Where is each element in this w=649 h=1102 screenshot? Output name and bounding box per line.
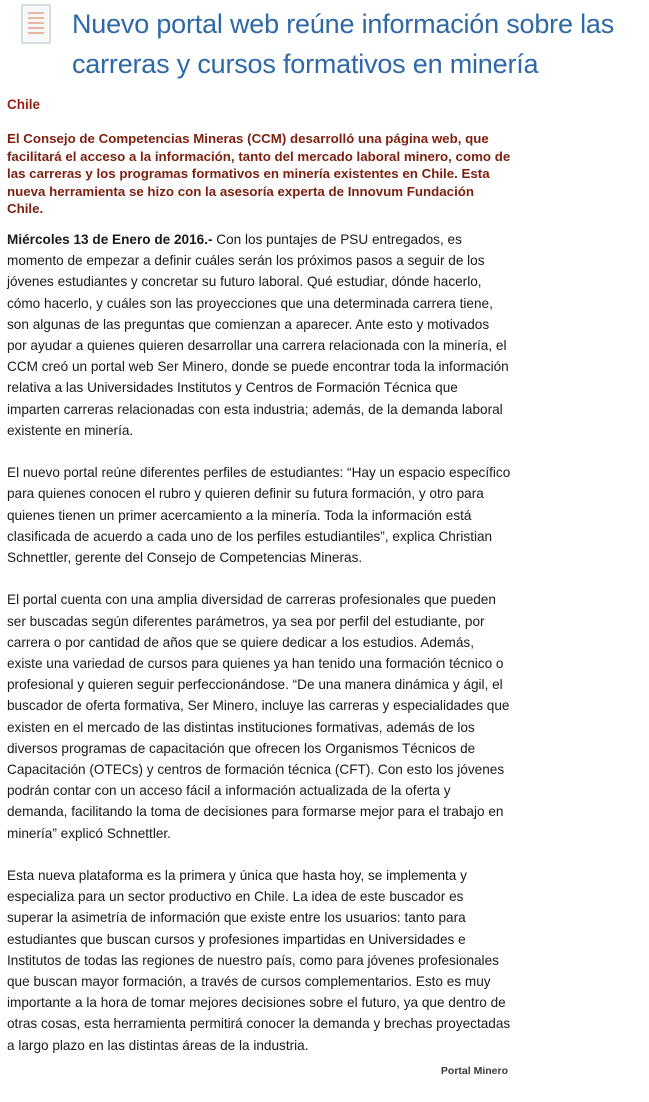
page-title: Nuevo portal web reúne información sobre las carreras y cursos formativos en minería — [72, 9, 614, 79]
document-icon — [21, 4, 51, 44]
source-signature: Portal Minero — [440, 1065, 508, 1077]
article-body — [7, 229, 512, 1077]
paragraph-1 — [7, 229, 512, 441]
paragraph-1-text: Con los puntajes de PSU entregados, es momento de empezar a definir cuáles serán los próximos pasos a seguir de los jóvenes estudiantes y concretar su futuro laboral. Qué estudiar, dónde hacerlo, cómo hacerlo, y cuáles son las proyecciones que una determinada carrera tiene, son algunas de las preguntas que comienzan a aparecer. Ante esto y motivados por ayudar a quienes quieren desarrollar una carrera relacionada con la minería, el CCM creó un portal web Ser Minero, donde se puede encontrar toda la información relativa a las Universidades Institutos y Centros de Formación Técnica que imparten carreras relacionadas con esta industria; además, de la demanda laboral existente en minería. — [7, 232, 509, 438]
paragraph-2: El nuevo portal reúne diferentes perfiles de estudiantes: “Hay un espacio específico para quienes conocen el rubro y quieren definir su futura formación, y otro para quienes tienen un primer acercamiento a la minería. Toda la información está clasificada de acuerdo a cada uno de los perfiles estudiantiles”, explica Christian Schnettler, gerente del Consejo de Competencias Mineras. — [7, 465, 511, 566]
article-header — [0, 0, 649, 90]
dateline: Miércoles 13 de Enero de 2016.- — [7, 232, 213, 247]
article-lead: El Consejo de Competencias Mineras (CCM) desarrolló una página web, que facilitará el acceso a la información, tanto del mercado laboral minero, como de las carreras y los programas formativos en minería existentes en Chile. Esta nueva herramienta se hizo con la asesoría experta de Innovum Fundación Chile. — [7, 131, 511, 217]
country-label: Chile — [7, 97, 41, 112]
paragraph-3: El portal cuenta con una amplia diversidad de carreras profesionales que pueden ser buscadas según diferentes parámetros, ya sea por perfil del estudiante, por carrera o por cantidad de años que se quiere dedicar a los estudios. Además, existe una variedad de cursos para quienes ya han tenido una formación técnico o profesional y quieren seguir perfeccionándose. “De una manera dinámica y ágil, el buscador de oferta formativa, Ser Minero, incluye las carreras y especialidades que existen en el mercado de las distintas instituciones formativas, además de los diversos programas de capacitación que ofrecen los Organismos Técnicos de Capacitación (OTECs) y centros de formación técnica (CFT). Con esto los jóvenes podrán contar con un acceso fácil a información actualizada de la oferta y demanda, facilitando la toma de decisiones para formarse mejor para el trabajo en minería” explicó Schnettler. — [7, 592, 510, 841]
paragraph-4: Esta nueva plataforma es la primera y única que hasta hoy, se implementa y especializa para un sector productivo en Chile. La idea de este buscador es superar la asimetría de información que existe entre los usuarios: tanto para estudiantes que buscan cursos y profesiones impartidas en Universidades e Institutos de todas las regiones de nuestro país, como para jóvenes profesionales que buscan mayor formación, a través de cursos complementarios. Esto es muy importante a la hora de tomar mejores decisiones sobre el futuro, ya que dentro de otras cosas, esta herramienta permitirá conocer la demanda y brechas proyectadas a largo plazo en las distintas áreas de la industria. — [7, 868, 511, 1053]
